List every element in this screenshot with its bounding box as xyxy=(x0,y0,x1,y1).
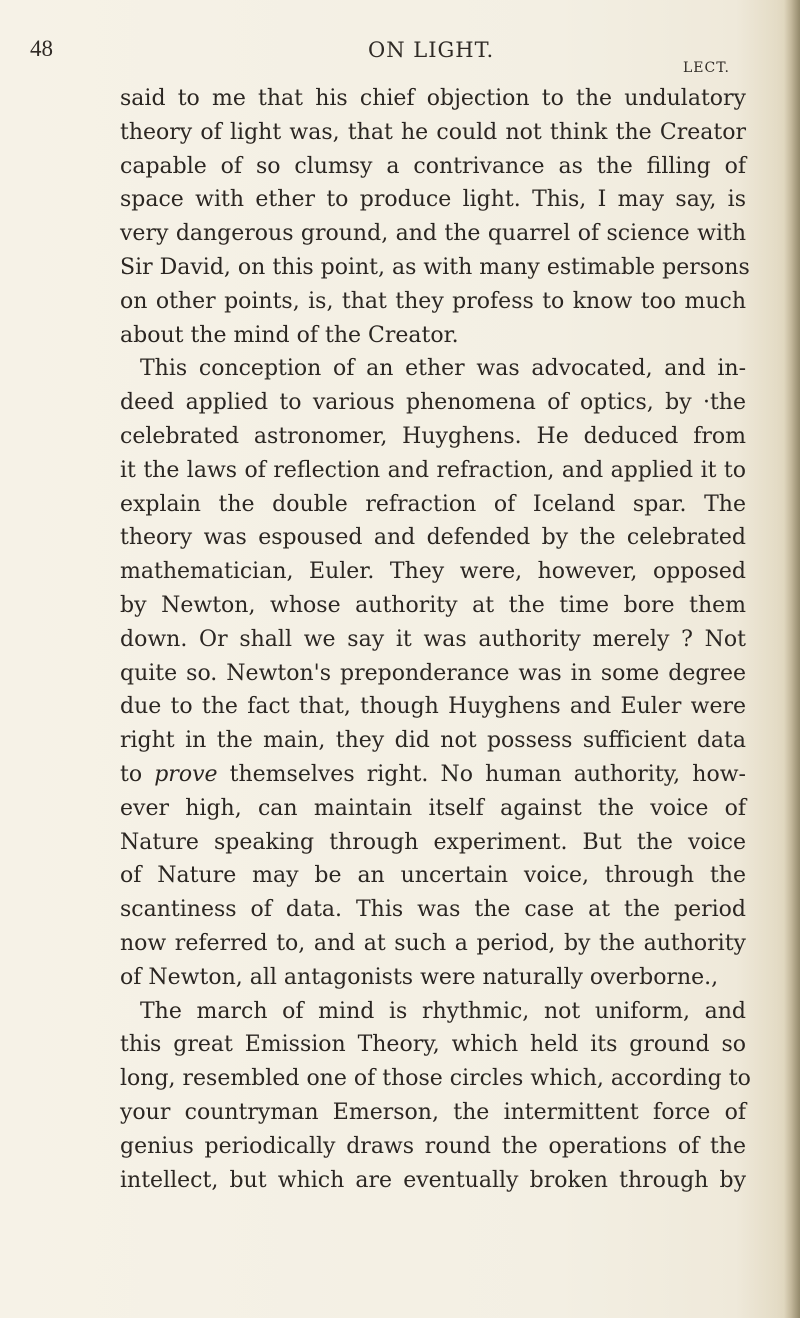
page-number: 48 xyxy=(30,36,53,61)
running-title: ON LIGHT. xyxy=(368,38,495,62)
running-head xyxy=(0,36,800,76)
body-text xyxy=(120,82,751,1197)
text-line: deed applied to various phenomena of optics, by ·the xyxy=(120,390,746,416)
lecture-label: LECT. xyxy=(683,60,730,76)
text-line: down. Or shall we say it was authority merely ? Not xyxy=(120,626,746,652)
text-line: long, resembled one of those circles which, according to xyxy=(120,1066,751,1092)
text-line: now referred to, and at such a period, by the authority xyxy=(120,930,746,956)
text-line: explain the double refraction of Iceland spar. The xyxy=(120,491,746,517)
text-line: your countryman Emerson, the intermittent force of xyxy=(120,1099,746,1125)
text-line: due to the fact that, though Huyghens and Euler were xyxy=(120,694,746,720)
text-line: said to me that his chief objection to the undulatory xyxy=(120,86,746,111)
text-line: of Nature may be an uncertain voice, through the xyxy=(120,863,746,889)
text-line: The march of mind is rhythmic, not uniform, and xyxy=(140,998,746,1024)
text-line: This conception of an ether was advocated, and in- xyxy=(140,356,746,382)
text-line: intellect, but which are eventually broken through by xyxy=(120,1167,746,1193)
text-line: genius periodically draws round the operations of the xyxy=(120,1133,746,1159)
emphasized-word: prove xyxy=(154,761,218,787)
text-line: quite so. Newton's preponderance was in some degree xyxy=(120,660,746,686)
text-line: it the laws of reflection and refraction, and applied it to xyxy=(120,457,746,483)
text-line: on other points, is, that they profess to know too much xyxy=(120,288,746,314)
text-line: about the mind of the Creator. xyxy=(120,322,459,348)
text-line: space with ether to produce light. This, I may say, is xyxy=(120,187,746,213)
text-line: mathematician, Euler. They were, however, opposed xyxy=(120,559,746,585)
text-line: very dangerous ground, and the quarrel of science with xyxy=(120,221,746,247)
text-line: right in the main, they did not possess sufficient data xyxy=(120,728,746,754)
text-line: Sir David, on this point, as with many estimable persons xyxy=(120,254,750,280)
page-edge-shadow xyxy=(784,0,800,1318)
text-line: theory was espoused and defended by the celebrated xyxy=(120,525,746,551)
text-line: theory of light was, that he could not think the Creator xyxy=(120,119,746,145)
text-line: this great Emission Theory, which held its ground so xyxy=(120,1032,746,1058)
text-line: by Newton, whose authority at the time bore them xyxy=(120,592,746,618)
text-line: scantiness of data. This was the case at the period xyxy=(120,897,746,923)
text-line: Nature speaking through experiment. But the voice xyxy=(120,829,746,855)
text-line: celebrated astronomer, Huyghens. He deduced from xyxy=(120,423,746,449)
text-line: capable of so clumsy a contrivance as the filling of xyxy=(120,153,746,179)
text-line: ever high, can maintain itself against the voice of xyxy=(120,795,746,821)
text-line: to prove themselves right. No human authority, how- xyxy=(120,761,746,787)
text-line: of Newton, all antagonists were naturally overborne., xyxy=(120,964,719,990)
